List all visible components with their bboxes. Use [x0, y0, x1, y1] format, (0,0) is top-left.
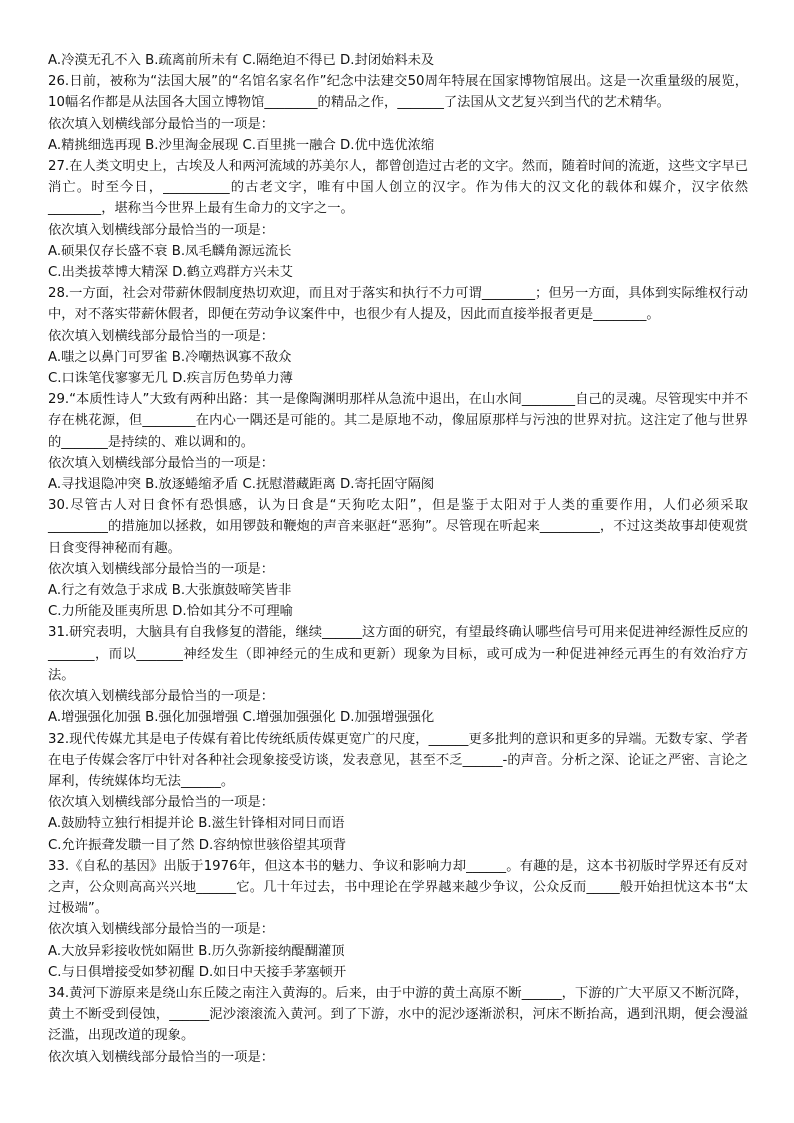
q26-instruction: 依次填入划横线部分最恰当的一项是：: [48, 116, 275, 132]
q31-stem: 31.研究表明，大脑具有自我修复的潜能，继续______这方面的研究，有望最终确认哪些信号可用来促进神经源性反应的_______，而以_______神经发生（即神经元的生成和更新）现象为目标，或可成为一种促进神经元再生的有效治疗方法。: [48, 625, 748, 683]
q26-stem: 26.日前，被称为“法国大展”的“名馆名家名作”纪念中法建交50周年特展在国家博物馆展出。这是一次重量级的展览，10幅名作都是从法国各大国立博物馆________的精品之作，_______了法国从文艺复兴到当代的艺术精华。: [48, 74, 748, 111]
document-page: [48, 50, 748, 1068]
q30-stem: 30.尽管古人对日食怀有恐惧感，认为日食是“天狗吃太阳”，但是鉴于太阳对于人类的重要作用，人们必须采取_________的措施加以拯救，如用锣鼓和鞭炮的声音来驱赶“恶狗”。尽管现在听起来_________，不过这类故事却使观赏日食变得神秘而有趣。: [48, 498, 748, 556]
q33-options-cd: C.与日俱增接受如梦初醒 D.如日中天接手茅塞顿开: [48, 964, 347, 980]
q29-instruction: 依次填入划横线部分最恰当的一项是：: [48, 455, 275, 471]
q27-options-cd: C.出类拔萃博大精深 D.鹤立鸡群方兴未艾: [48, 265, 293, 281]
q29-stem: 29.“本质性诗人”大致有两种出路：其一是像陶渊明那样从急流中退出，在山水间________自己的灵魂。尽管现实中并不存在桃花源，但________在内心一隅还是可能的。其二是原地不动，像屈原那样与污浊的世界对抗。这注定了他与世界的_______是持续的、难以调和的。: [48, 392, 748, 450]
q32-instruction: 依次填入划横线部分最恰当的一项是：: [48, 795, 275, 811]
q27-options-ab: A.硕果仅存长盛不衰 B.凤毛麟角源远流长: [48, 243, 292, 259]
q30-instruction: 依次填入划横线部分最恰当的一项是：: [48, 561, 275, 577]
q26-options: A.精挑细选再现 B.沙里淘金展现 C.百里挑一融合 D.优中选优浓缩: [48, 137, 435, 153]
q28-options-ab: A.嗤之以鼻门可罗雀 B.冷嘲热讽寡不敌众: [48, 349, 292, 365]
q27-instruction: 依次填入划横线部分最恰当的一项是：: [48, 222, 275, 238]
q33-options-ab: A.大放异彩接收恍如隔世 B.历久弥新接纳醍醐灌顶: [48, 943, 345, 959]
q31-options: A.增强强化加强 B.强化加强增强 C.增强加强强化 D.加强增强强化: [48, 710, 435, 726]
q27-stem: 27.在人类文明史上，古埃及人和两河流域的苏美尔人，都曾创造过古老的文字。然而，随着时间的流逝，这些文字早已消亡。时至今日，__________的古老文字，唯有中国人创立的汉字。作为伟大的汉文化的载体和媒介，汉字依然________，堪称当今世界上最有生命力的文字之一。: [48, 159, 748, 217]
q33-stem: 33.《自私的基因》出版于1976年，但这本书的魅力、争议和影响力却______。有趣的是，这本书初版时学界还有反对之声，公众则高高兴兴地______它。几十年过去，书中理论在学界越来越少争议，公众反而_____般开始担忧这本书“太过极端”。: [48, 858, 748, 917]
q29-options: A.寻找退隐冲突 B.放逐蜷缩矛盾 C.抚慰潜藏距离 D.寄托固守隔阂: [48, 477, 435, 493]
q32-options-cd: C.允许振聋发聩一目了然 D.容纳惊世骇俗望其项背: [48, 837, 347, 853]
q33-instruction: 依次填入划横线部分最恰当的一项是：: [48, 922, 275, 938]
q32-stem: 32.现代传媒尤其是电子传媒有着比传统纸质传媒更宽广的尺度，______更多批判的意识和更多的异端。无数专家、学者在电子传媒会客厅中针对各种社会现象接受访谈，发表意见，甚至不乏______-的声音。分析之深、论证之严密、言论之犀利，传统媒体均无法______。: [48, 731, 748, 789]
q25-options: A.冷漠无孔不入 B.疏离前所未有 C.隔绝迫不得已 D.封闭始料未及: [48, 53, 435, 68]
q34-instruction: 依次填入划横线部分最恰当的一项是：: [48, 1049, 275, 1065]
q28-stem: 28.一方面，社会对带薪休假制度热切欢迎，而且对于落实和执行不力可谓________；但另一方面，具体到实际维权行动中，对不落实带薪休假者，即便在劳动争议案件中，也很少有人提及，因此而直接举报者更是________。: [48, 286, 748, 323]
q30-options-cd: C.力所能及匪夷所思 D.恰如其分不可理喻: [48, 604, 293, 620]
q32-options-ab: A.鼓励特立独行相提并论 B.滋生针锋相对同日而语: [48, 816, 345, 832]
q31-instruction: 依次填入划横线部分最恰当的一项是：: [48, 689, 275, 705]
q30-options-ab: A.行之有效急于求成 B.大张旗鼓啼笑皆非: [48, 583, 292, 599]
q34-stem: 34.黄河下游原来是绕山东丘陵之南注入黄海的。后来，由于中游的黄土高原不断______，下游的广大平原又不断沉降，黄土不断受到侵蚀，______泥沙滚滚流入黄河。到了下游，水中的泥沙逐渐淤积，河床不断抬高，遇到汛期，便会漫溢泛滥，出现改道的现象。: [48, 985, 748, 1044]
q28-options-cd: C.口诛笔伐寥寥无几 D.疾言厉色势单力薄: [48, 371, 293, 387]
q28-instruction: 依次填入划横线部分最恰当的一项是：: [48, 328, 275, 344]
